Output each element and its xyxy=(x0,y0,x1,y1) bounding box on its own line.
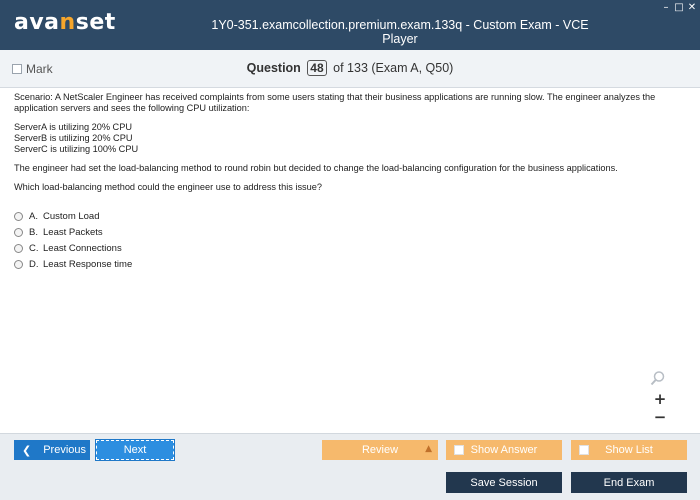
option-text: Least Packets xyxy=(43,226,103,238)
show-answer-button[interactable] xyxy=(446,440,562,460)
question-content xyxy=(0,88,700,433)
utilization-list xyxy=(14,122,686,155)
option-text: Custom Load xyxy=(43,210,100,222)
checkbox-icon xyxy=(579,445,589,455)
end-exam-button[interactable]: End Exam xyxy=(571,472,687,493)
previous-button[interactable] xyxy=(14,440,90,460)
question-text xyxy=(14,92,686,201)
context-text: The engineer had set the load-balancing method to round robin but decided to change the load-balancing configuration for the business applications. xyxy=(14,163,618,173)
question-number[interactable]: 48 xyxy=(307,60,326,76)
show-list-button[interactable] xyxy=(571,440,687,460)
utilization-line: ServerC is utilizing 100% CPU xyxy=(14,144,139,154)
option-letter: C. xyxy=(29,242,39,254)
option-a[interactable] xyxy=(14,208,132,224)
radio-button[interactable] xyxy=(14,228,23,237)
previous-label: Previous xyxy=(43,444,87,456)
option-c[interactable] xyxy=(14,240,132,256)
question-counter xyxy=(0,60,700,76)
save-session-button[interactable]: Save Session xyxy=(446,472,562,493)
option-d[interactable] xyxy=(14,256,132,272)
mark-label: Mark xyxy=(26,62,53,76)
option-letter: B. xyxy=(29,226,38,238)
question-header xyxy=(0,50,700,88)
utilization-line: ServerB is utilizing 20% CPU xyxy=(14,133,133,143)
minimize-icon[interactable]: – xyxy=(663,2,669,13)
review-button[interactable] xyxy=(322,440,438,460)
prompt-text: Which load-balancing method could the engineer use to address this issue? xyxy=(14,182,322,192)
maximize-icon[interactable]: □ xyxy=(674,2,684,13)
window-title: 1Y0-351.examcollection.premium.exam.133q - Custom Exam - VCE Player xyxy=(211,18,589,46)
zoom-in-button[interactable]: + xyxy=(653,390,667,408)
option-text: Least Response time xyxy=(43,258,133,270)
zoom-out-button[interactable]: − xyxy=(653,408,667,426)
answer-options xyxy=(14,208,132,272)
show-list-label: Show List xyxy=(605,444,653,456)
option-letter: A. xyxy=(29,210,38,222)
review-label: Review xyxy=(361,444,399,456)
option-letter: D. xyxy=(29,258,39,270)
question-total: of 133 (Exam A, Q50) xyxy=(333,61,454,75)
close-icon[interactable]: ✕ xyxy=(687,2,697,13)
radio-button[interactable] xyxy=(14,260,23,269)
scenario-text: Scenario: A NetScaler Engineer has received complaints from some users stating that their business applications are running slow. The engineer analyzes the application servers and sees the following CPU utilization: xyxy=(14,92,656,113)
checkbox-icon xyxy=(454,445,464,455)
triangle-up-icon: ▲ xyxy=(425,444,432,454)
radio-button[interactable] xyxy=(14,244,23,253)
show-answer-label: Show Answer xyxy=(470,444,538,456)
option-text: Least Connections xyxy=(43,242,122,254)
utilization-line: ServerA is utilizing 20% CPU xyxy=(14,122,132,132)
title-bar xyxy=(0,0,700,50)
radio-button[interactable] xyxy=(14,212,23,221)
magnifier-icon[interactable] xyxy=(650,370,666,386)
chevron-left-icon: ❮ xyxy=(22,443,32,457)
app-logo: avanset xyxy=(14,10,116,35)
next-button[interactable]: Next xyxy=(96,440,174,460)
question-label: Question xyxy=(246,61,301,75)
option-b[interactable] xyxy=(14,224,132,240)
